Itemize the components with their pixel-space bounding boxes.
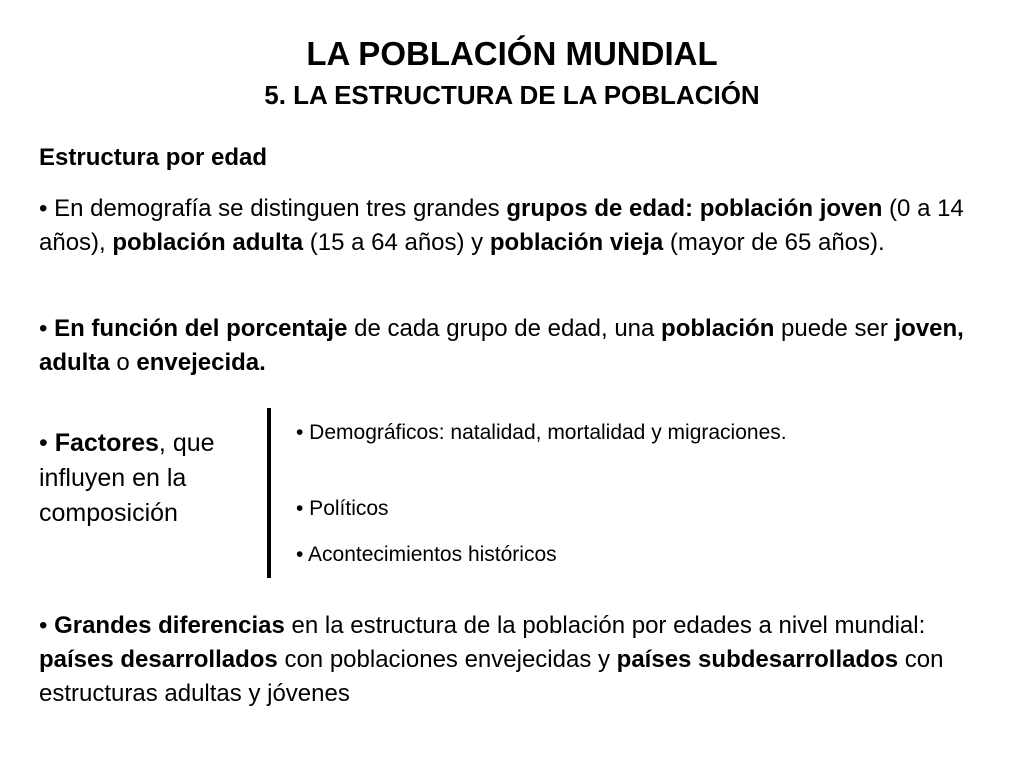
bold-text: envejecida.: [136, 349, 266, 376]
bullet: •: [39, 612, 55, 639]
bold-text: Factores: [54, 429, 159, 457]
factor-item-historical: • Acontecimientos históricos: [296, 543, 557, 566]
bullet: •: [39, 429, 55, 457]
factor-item-demographic: • Demográficos: natalidad, mortalidad y migraciones.: [296, 421, 787, 444]
bold-text: joven, adulta: [39, 315, 964, 376]
bold-text: países subdesarrollados: [616, 646, 899, 673]
text: (15 a 64 años) y: [303, 229, 490, 256]
text: con poblaciones envejecidas y: [277, 646, 617, 673]
bold-text: población adulta: [112, 229, 304, 256]
bullet: •: [39, 195, 55, 222]
text: , que influyen en la composición: [39, 429, 215, 527]
bold-text: países desarrollados: [39, 646, 278, 673]
bullet: •: [39, 315, 55, 342]
paragraph-differences: [39, 609, 989, 711]
text: con estructuras adultas y jóvenes: [39, 646, 944, 707]
section-heading: Estructura por edad: [39, 144, 268, 171]
page-subtitle: 5. LA ESTRUCTURA DE LA POBLACIÓN: [264, 80, 760, 110]
paragraph-percentage: [39, 312, 989, 380]
factors-label: [39, 426, 269, 531]
divider-line: [267, 408, 271, 578]
text: o: [109, 349, 137, 376]
text: en la estructura de la población por edades a nivel mundial:: [284, 612, 926, 639]
page-title: LA POBLACIÓN MUNDIAL: [306, 35, 718, 72]
text: (0 a 14 años),: [39, 195, 964, 256]
bold-text: población: [661, 315, 775, 342]
paragraph-age-groups: [39, 192, 989, 260]
bold-text: población vieja: [489, 229, 664, 256]
text: (mayor de 65 años).: [663, 229, 885, 256]
bold-text: Grandes diferencias: [54, 612, 285, 639]
bold-text: En función del porcentaje: [54, 315, 348, 342]
factor-item-political: • Políticos: [296, 497, 389, 520]
text: puede ser: [774, 315, 895, 342]
text: En demografía se distinguen tres grandes: [54, 195, 507, 222]
text: de cada grupo de edad, una: [347, 315, 662, 342]
bold-text: grupos de edad: población joven: [506, 195, 883, 222]
